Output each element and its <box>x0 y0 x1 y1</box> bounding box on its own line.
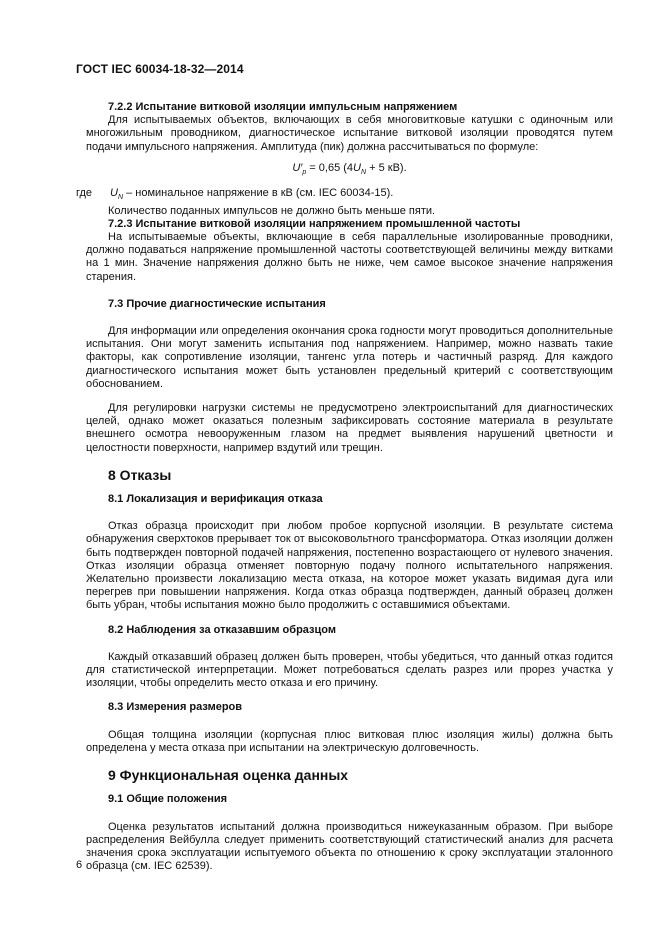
section-8-1-heading: 8.1 Локализация и верификация отказа <box>108 493 323 506</box>
formula-symbol-u: U <box>353 161 361 174</box>
section-9-1-paragraph: Оценка результатов испытаний должна производиться нижеуказанным образом. При выборе распределения Вейбулла следует применить соответствующий статистический анализ для расчета значения срока эксплуатации испытуемого объекта по отношению к сроку эксплуатации эталонного образца (см. IEC 62539). <box>86 820 613 873</box>
formula-sub-p: p <box>302 169 307 176</box>
section-8-heading: 8 Отказы <box>108 466 172 483</box>
formula-legend <box>76 187 613 204</box>
section-8-2-heading: 8.2 Наблюдения за отказавшим образцом <box>108 623 336 636</box>
section-9-1-heading: 9.1 Общие положения <box>108 793 228 806</box>
section-7-3-heading: 7.3 Прочие диагностические испытания <box>108 297 326 310</box>
section-7-2-2-heading: 7.2.2 Испытание витковой изоляции импульсным напряжением <box>108 101 458 113</box>
section-8-3-paragraph: Общая толщина изоляции (корпусная плюс витковая плюс изоляция жилы) должна быть определена у места отказа при испытании на электрическую долговечность. <box>86 728 613 754</box>
where-text: – номинальное напряжение в кВ (см. IEC 60034-15). <box>123 187 394 200</box>
pulses-count-note: Количество поданных импульсов не должно быть меньше пяти. <box>108 204 436 217</box>
section-9-heading: 9 Функциональная оценка данных <box>108 767 349 784</box>
page-number: 6 <box>76 859 83 871</box>
where-symbol-sub: N <box>117 194 124 202</box>
pulse-voltage-formula <box>86 162 613 179</box>
where-label: где <box>76 187 93 200</box>
section-8-1-paragraph: Отказ образца происходит при любом пробое корпусной изоляции. В результате система обнаружения сверхтоков прерывает ток от высоковольтного трансформатора. Отказ изоляции должен быть подтвержден повторной подачей напряжения, постепенно возрастающего от нулевого значения. Отказ изоляции образца отменяет повторную подачу полного испытательного напряжения. Желательно произвести локализацию места отказа, на которое может указать видимая дуга или перегрев при повышении напряжения. Когда отказ образца подтвержден, данный образец должен быть убран, чтобы испытания можно было продолжить с оставшимися объектами. <box>86 520 613 612</box>
document-header: ГОСТ IEC 60034-18-32—2014 <box>76 62 244 76</box>
document-body <box>76 101 613 873</box>
formula-symbol-u-prime: U′ <box>292 161 303 174</box>
formula-sub-n: N <box>361 169 367 176</box>
where-symbol: U <box>110 187 118 200</box>
formula-end: + 5 кВ). <box>366 161 407 174</box>
where-definition <box>98 187 393 204</box>
section-7-2-2-paragraph: Для испытываемых объектов, включающих в себя многовитковые катушки с одиночным или многожильным проводником, диагностическое испытание витковой изоляции проводятся путем подачи импульсного напряжения. Амплитуда (пик) должна рассчитываться по формуле: <box>86 114 613 153</box>
section-8-3-heading: 8.3 Измерения размеров <box>108 701 243 714</box>
section-7-3-paragraph-2: Для регулировки нагрузки системы не предусмотрено электроиспытаний для диагностических целей, однако может оказаться полезным зафиксировать состояние материала в результате внешнего осмотра невооруженным глазом на предмет выявления нарушений цветности и целостности поверхности, например вздутий или трещин. <box>86 402 613 454</box>
section-8-2-paragraph: Каждый отказавший образец должен быть проверен, чтобы убедиться, что данный отказ годится для статистической интерпретации. Может потребоваться сделать разрез или прорез участка у изоляции, чтобы определить место отказа и его причину. <box>86 650 613 690</box>
section-7-2-3-heading: 7.2.3 Испытание витковой изоляции напряжением промышленной частоты <box>108 217 521 230</box>
formula-mid: = 0,65 (4 <box>306 161 354 174</box>
section-7-2-3-paragraph: На испытываемые объекты, включающие в себя параллельные изолированные проводники, должно подаваться напряжение промышленной частоты соответствующей величины между витками на 1 мин. Значение напряжения должно быть не ниже, чем самое высокое значение напряжения старения. <box>86 231 613 283</box>
section-7-3-paragraph-1: Для информации или определения окончания срока годности могут проводиться дополнительные испытания. Они могут заменить испытания под напряжением. Например, можно назвать такие факторы, как сопротивление изоляции, тангенс угла потерь и частичный разряд. Для каждого диагностического испытания может быть установлен предельный критерий с соответствующим обоснованием. <box>86 325 613 390</box>
